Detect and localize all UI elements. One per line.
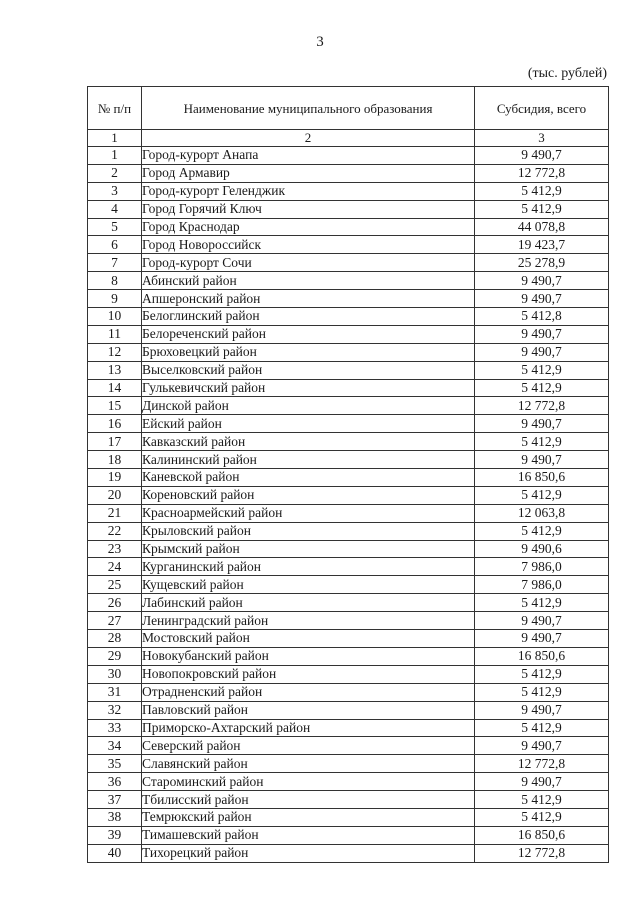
municipality-name: Тбилисский район	[142, 791, 475, 809]
row-number: 2	[88, 164, 142, 182]
table-row	[88, 737, 609, 755]
subsidy-amount: 12 772,8	[475, 755, 609, 773]
row-number: 20	[88, 486, 142, 504]
municipality-name: Павловский район	[142, 701, 475, 719]
units-label: (тыс. рублей)	[527, 66, 607, 81]
subsidy-table	[87, 86, 609, 863]
municipality-name: Лабинский район	[142, 594, 475, 612]
row-number: 16	[88, 415, 142, 433]
subsidy-amount: 12 772,8	[475, 397, 609, 415]
column-index: 3	[475, 130, 609, 147]
municipality-name: Новопокровский район	[142, 665, 475, 683]
table-row	[88, 397, 609, 415]
subsidy-amount: 5 412,9	[475, 361, 609, 379]
subsidy-amount: 9 490,7	[475, 701, 609, 719]
municipality-name: Курганинский район	[142, 558, 475, 576]
row-number: 15	[88, 397, 142, 415]
subsidy-amount: 5 412,9	[475, 719, 609, 737]
table-row	[88, 522, 609, 540]
row-number: 37	[88, 791, 142, 809]
page-number: 3	[316, 34, 324, 50]
column-index-row	[88, 130, 609, 147]
row-number: 1	[88, 147, 142, 165]
row-number: 23	[88, 540, 142, 558]
municipality-name: Калининский район	[142, 451, 475, 469]
subsidy-amount: 19 423,7	[475, 236, 609, 254]
table-row	[88, 361, 609, 379]
table-row	[88, 486, 609, 504]
subsidy-amount: 5 412,9	[475, 808, 609, 826]
row-number: 22	[88, 522, 142, 540]
table-row	[88, 504, 609, 522]
row-number: 19	[88, 469, 142, 487]
header-number: № п/п	[88, 87, 142, 130]
subsidy-amount: 12 772,8	[475, 844, 609, 862]
table-row	[88, 630, 609, 648]
table-row	[88, 182, 609, 200]
table-row	[88, 791, 609, 809]
subsidy-amount: 9 490,7	[475, 147, 609, 165]
row-number: 27	[88, 612, 142, 630]
row-number: 38	[88, 808, 142, 826]
subsidy-amount: 9 490,7	[475, 612, 609, 630]
subsidy-amount: 7 986,0	[475, 558, 609, 576]
municipality-name: Город Краснодар	[142, 218, 475, 236]
row-number: 12	[88, 343, 142, 361]
municipality-name: Крыловский район	[142, 522, 475, 540]
row-number: 34	[88, 737, 142, 755]
table-row	[88, 683, 609, 701]
table-row	[88, 826, 609, 844]
subsidy-amount: 9 490,7	[475, 325, 609, 343]
subsidy-amount: 16 850,6	[475, 469, 609, 487]
subsidy-amount: 9 490,7	[475, 272, 609, 290]
subsidy-amount: 9 490,7	[475, 451, 609, 469]
column-index: 2	[142, 130, 475, 147]
municipality-name: Ленинградский район	[142, 612, 475, 630]
table-row	[88, 433, 609, 451]
municipality-name: Кавказский район	[142, 433, 475, 451]
municipality-name: Отрадненский район	[142, 683, 475, 701]
municipality-name: Северский район	[142, 737, 475, 755]
municipality-name: Город Горячий Ключ	[142, 200, 475, 218]
row-number: 17	[88, 433, 142, 451]
row-number: 35	[88, 755, 142, 773]
subsidy-amount: 16 850,6	[475, 826, 609, 844]
municipality-name: Белоглинский район	[142, 308, 475, 326]
table-row	[88, 290, 609, 308]
municipality-name: Город-курорт Геленджик	[142, 182, 475, 200]
subsidy-amount: 9 490,7	[475, 773, 609, 791]
municipality-name: Брюховецкий район	[142, 343, 475, 361]
table-row	[88, 773, 609, 791]
row-number: 7	[88, 254, 142, 272]
municipality-name: Апшеронский район	[142, 290, 475, 308]
table-row	[88, 469, 609, 487]
row-number: 39	[88, 826, 142, 844]
table-body	[88, 147, 609, 863]
municipality-name: Темрюкский район	[142, 808, 475, 826]
table-row	[88, 576, 609, 594]
municipality-name: Город-курорт Анапа	[142, 147, 475, 165]
table-row	[88, 325, 609, 343]
table-row	[88, 844, 609, 862]
row-number: 40	[88, 844, 142, 862]
municipality-name: Гулькевичский район	[142, 379, 475, 397]
subsidy-amount: 9 490,6	[475, 540, 609, 558]
row-number: 36	[88, 773, 142, 791]
subsidy-amount: 44 078,8	[475, 218, 609, 236]
table-row	[88, 701, 609, 719]
row-number: 9	[88, 290, 142, 308]
municipality-name: Новокубанский район	[142, 647, 475, 665]
subsidy-amount: 9 490,7	[475, 737, 609, 755]
municipality-name: Кореновский район	[142, 486, 475, 504]
municipality-name: Мостовский район	[142, 630, 475, 648]
table-row	[88, 218, 609, 236]
subsidy-amount: 5 412,9	[475, 433, 609, 451]
subsidy-amount: 25 278,9	[475, 254, 609, 272]
table-row	[88, 647, 609, 665]
row-number: 29	[88, 647, 142, 665]
table-row	[88, 808, 609, 826]
row-number: 6	[88, 236, 142, 254]
row-number: 5	[88, 218, 142, 236]
municipality-name: Ейский район	[142, 415, 475, 433]
municipality-name: Тихорецкий район	[142, 844, 475, 862]
table-row	[88, 540, 609, 558]
table-row	[88, 254, 609, 272]
subsidy-amount: 5 412,8	[475, 308, 609, 326]
table-header-row	[88, 87, 609, 130]
row-number: 10	[88, 308, 142, 326]
row-number: 3	[88, 182, 142, 200]
row-number: 13	[88, 361, 142, 379]
table-row	[88, 612, 609, 630]
table-row	[88, 164, 609, 182]
row-number: 4	[88, 200, 142, 218]
subsidy-amount: 5 412,9	[475, 665, 609, 683]
municipality-name: Красноармейский район	[142, 504, 475, 522]
table-row	[88, 719, 609, 737]
table-row	[88, 200, 609, 218]
municipality-name: Крымский район	[142, 540, 475, 558]
row-number: 33	[88, 719, 142, 737]
header-subsidy-total: Субсидия, всего	[475, 87, 609, 130]
subsidy-amount: 9 490,7	[475, 343, 609, 361]
subsidy-amount: 5 412,9	[475, 200, 609, 218]
municipality-name: Город Новороссийск	[142, 236, 475, 254]
table-row	[88, 558, 609, 576]
subsidy-amount: 5 412,9	[475, 791, 609, 809]
header-municipality-name: Наименование муниципального образования	[142, 87, 475, 130]
table-row	[88, 308, 609, 326]
table-row	[88, 343, 609, 361]
subsidy-amount: 5 412,9	[475, 379, 609, 397]
subsidy-amount: 9 490,7	[475, 630, 609, 648]
subsidy-amount: 5 412,9	[475, 522, 609, 540]
municipality-name: Динской район	[142, 397, 475, 415]
subsidy-amount: 12 063,8	[475, 504, 609, 522]
subsidy-amount: 5 412,9	[475, 182, 609, 200]
municipality-name: Приморско-Ахтарский район	[142, 719, 475, 737]
row-number: 21	[88, 504, 142, 522]
row-number: 30	[88, 665, 142, 683]
municipality-name: Абинский район	[142, 272, 475, 290]
row-number: 14	[88, 379, 142, 397]
table-row	[88, 451, 609, 469]
table-row	[88, 755, 609, 773]
row-number: 31	[88, 683, 142, 701]
municipality-name: Город-курорт Сочи	[142, 254, 475, 272]
municipality-name: Каневской район	[142, 469, 475, 487]
table-row	[88, 272, 609, 290]
municipality-name: Славянский район	[142, 755, 475, 773]
row-number: 11	[88, 325, 142, 343]
row-number: 18	[88, 451, 142, 469]
row-number: 8	[88, 272, 142, 290]
column-index: 1	[88, 130, 142, 147]
subsidy-amount: 12 772,8	[475, 164, 609, 182]
table-row	[88, 415, 609, 433]
row-number: 25	[88, 576, 142, 594]
row-number: 32	[88, 701, 142, 719]
municipality-name: Выселковский район	[142, 361, 475, 379]
subsidy-amount: 9 490,7	[475, 415, 609, 433]
table-row	[88, 236, 609, 254]
municipality-name: Кущевский район	[142, 576, 475, 594]
subsidy-amount: 5 412,9	[475, 486, 609, 504]
subsidy-amount: 5 412,9	[475, 594, 609, 612]
subsidy-amount: 7 986,0	[475, 576, 609, 594]
row-number: 26	[88, 594, 142, 612]
row-number: 28	[88, 630, 142, 648]
table-row	[88, 379, 609, 397]
subsidy-amount: 9 490,7	[475, 290, 609, 308]
municipality-name: Староминский район	[142, 773, 475, 791]
municipality-name: Белореченский район	[142, 325, 475, 343]
table-row	[88, 147, 609, 165]
table-row	[88, 594, 609, 612]
subsidy-amount: 5 412,9	[475, 683, 609, 701]
municipality-name: Город Армавир	[142, 164, 475, 182]
table-row	[88, 665, 609, 683]
municipality-name: Тимашевский район	[142, 826, 475, 844]
row-number: 24	[88, 558, 142, 576]
subsidy-amount: 16 850,6	[475, 647, 609, 665]
